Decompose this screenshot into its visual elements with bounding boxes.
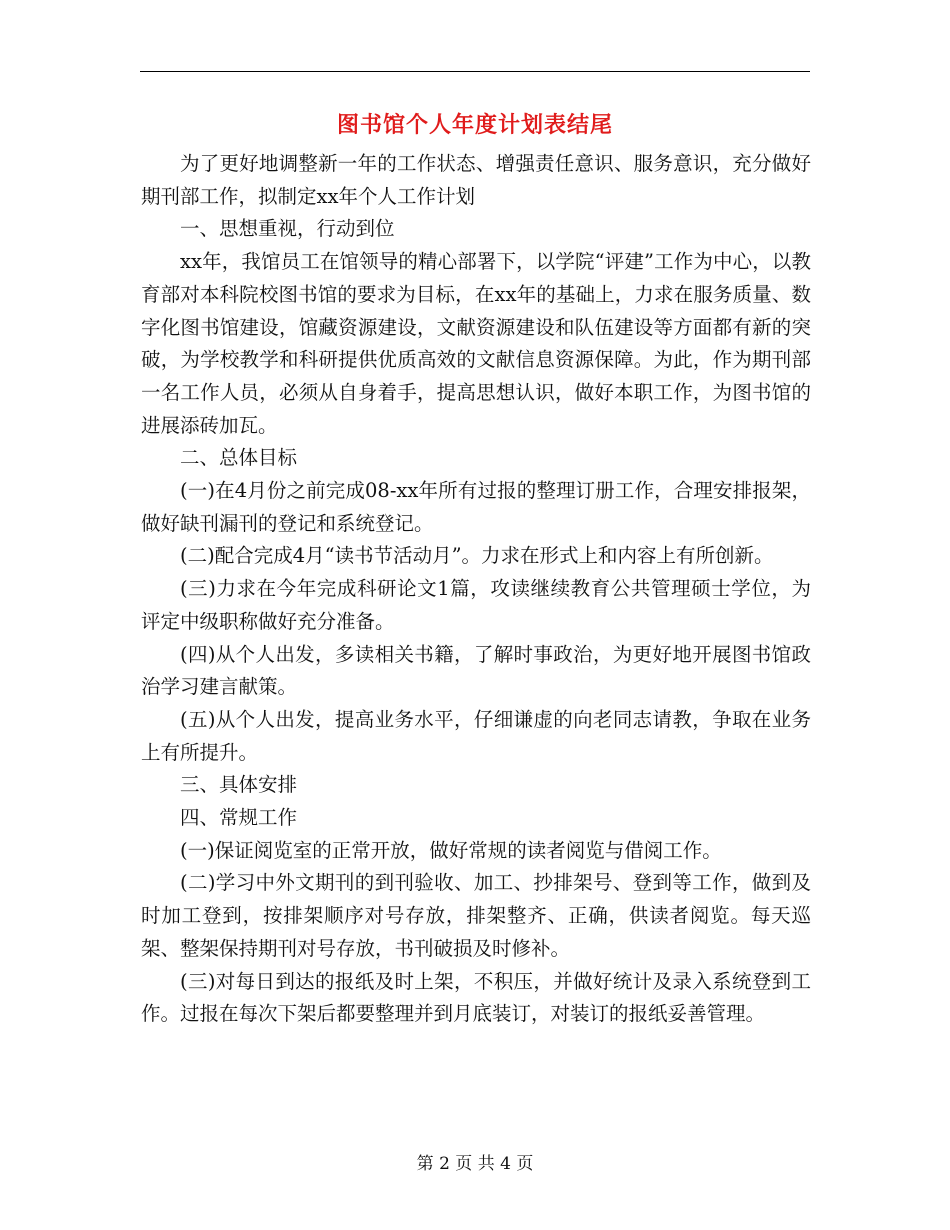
page-title: 图书馆个人年度计划表结尾 [336, 112, 613, 138]
list-item: (五)从个人出发，提高业务水平，仔细谦虚的向老同志请教，争取在业务上有所提升。 [141, 707, 811, 764]
list-item: (三)对每日到达的报纸及时上架，不积压，并做好统计及录入系统登到工作。过报在每次下架后都要整理并到月底装订，对装订的报纸妥善管理。 [141, 969, 811, 1026]
paragraph-1: xx年，我馆员工在馆领导的精心部署下，以学院“评建”工作为中心，以教育部对本科院校图书馆的要求为目标，在xx年的基础上，力求在服务质量、数字化图书馆建设，馆藏资源建设，文献资源建设和队伍建设等方面都有新的突破，为学校教学和科研提供优质高效的文献信息资源保障。为此，作为期刊部一名工作人员，必须从自身着手，提高思想认识，做好本职工作，为图书馆的进展添砖加瓦。 [141, 250, 811, 437]
paragraph-intro: 为了更好地调整新一年的工作状态、增强责任意识、服务意识，充分做好期刊部工作，拟制定xx年个人工作计划 [141, 152, 811, 208]
section-heading-4: 四、常规工作 [180, 806, 298, 830]
section-heading-2: 二、总体目标 [180, 446, 298, 470]
list-item: (四)从个人出发，多读相关书籍，了解时事政治，为更好地开展图书馆政治学习建言献策。 [141, 642, 811, 699]
section-heading-3: 三、具体安排 [180, 773, 298, 797]
document-body [141, 148, 811, 1031]
list-item: (一)在4月份之前完成08-xx年所有过报的整理订册工作，合理安排报架，做好缺刊漏刊的登记和系统登记。 [141, 479, 811, 535]
list-item: (一)保证阅览室的正常开放，做好常规的读者阅览与借阅工作。 [180, 838, 722, 862]
section-heading-1: 一、思想重视，行动到位 [180, 217, 395, 241]
header-rule [140, 71, 810, 72]
list-item: (三)力求在今年完成科研论文1篇，攻读继续教育公共管理硕士学位，为评定中级职称做好充分准备。 [141, 577, 811, 633]
list-item: (二)配合完成4月“读书节活动月”。力求在形式上和内容上有所创新。 [180, 544, 774, 568]
page-number-footer: 第 2 页 共 4 页 [416, 1154, 534, 1174]
list-item: (二)学习中外文期刊的到刊验收、加工、抄排架号、登到等工作，做到及时加工登到，按排架顺序对号存放，排架整齐、正确，供读者阅览。每天巡架、整架保持期刊对号存放，书刊破损及时修补。 [141, 871, 811, 960]
